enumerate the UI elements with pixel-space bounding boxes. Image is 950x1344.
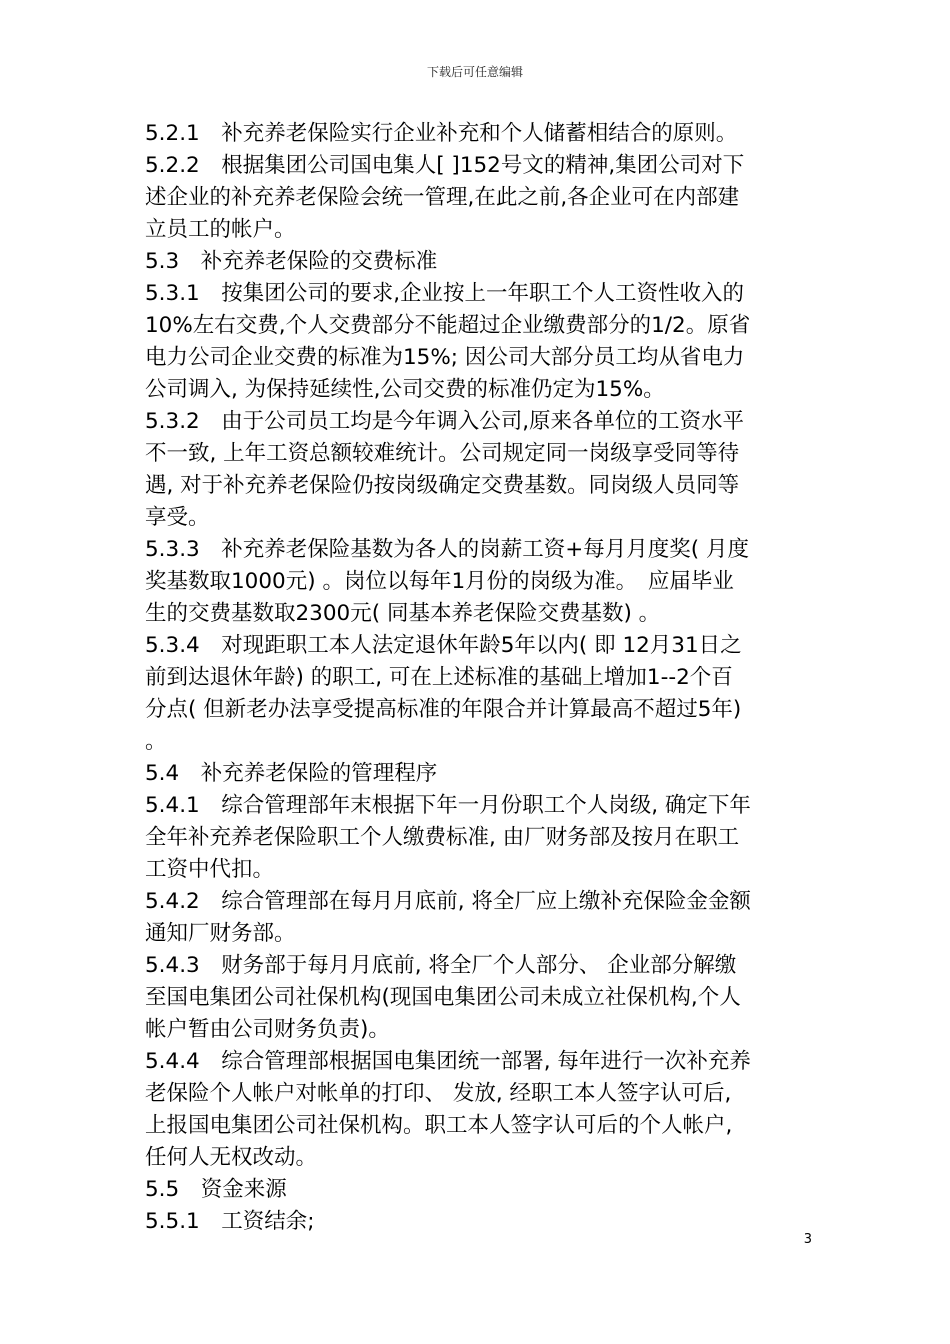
text-line: 5.4.2 综合管理部在每月月底前, 将全厂应上缴补充保险金金额	[145, 889, 751, 914]
document-body	[145, 118, 813, 1238]
text-line: 立员工的帐户。	[145, 217, 296, 242]
text-line: 电力公司企业交费的标准为15%; 因公司大部分员工均从省电力	[145, 345, 745, 370]
text-line: 5.4.4 综合管理部根据国电集团统一部署, 每年进行一次补充养	[145, 1049, 751, 1074]
text-line: 5.3.4 对现距职工本人法定退休年龄5年以内( 即 12月31日之	[145, 633, 742, 658]
text-line: 5.3.3 补充养老保险基数为各人的岗薪工资+每月月度奖( 月度	[145, 537, 749, 562]
text-line: 前到达退休年龄) 的职工, 可在上述标准的基础上增加1--2个百	[145, 665, 733, 690]
text-line: 遇, 对于补充养老保险仍按岗级确定交费基数。同岗级人员同等	[145, 473, 740, 498]
text-line: 帐户暂由公司财务负责)。	[145, 1017, 390, 1042]
text-line: 5.4.3 财务部于每月月底前, 将全厂个人部分、 企业部分解缴	[145, 953, 737, 978]
text-line: 5.2.1 补充养老保险实行企业补充和个人储蓄相结合的原则。	[145, 121, 738, 146]
text-line: 享受。	[145, 505, 210, 530]
text-line: 全年补充养老保险职工个人缴费标准, 由厂财务部及按月在职工	[145, 825, 740, 850]
text-line: 公司调入, 为保持延续性,公司交费的标准仍定为15%。	[145, 377, 665, 402]
text-line: 10%左右交费,个人交费部分不能超过企业缴费部分的1/2。原省	[145, 313, 751, 338]
text-line: 生的交费基数取2300元( 同基本养老保险交费基数) 。	[145, 601, 661, 626]
page-number: 3	[803, 1232, 812, 1247]
text-line: 5.4 补充养老保险的管理程序	[145, 761, 438, 786]
text-line: 通知厂财务部。	[145, 921, 296, 946]
text-line: 5.3.2 由于公司员工均是今年调入公司,原来各单位的工资水平	[145, 409, 745, 434]
text-line: 5.5 资金来源	[145, 1177, 287, 1202]
text-line: 5.5.1 工资结余;	[145, 1209, 315, 1234]
text-line: 5.2.2 根据集团公司国电集人[ ]152号文的精神,集团公司对下	[145, 153, 745, 178]
text-line: 不一致, 上年工资总额较难统计。公司规定同一岗级享受同等待	[145, 441, 740, 466]
text-line: 5.3 补充养老保险的交费标准	[145, 249, 438, 274]
text-line: 述企业的补充养老保险会统一管理,在此之前,各企业可在内部建	[145, 185, 740, 210]
text-line: 奖基数取1000元) 。岗位以每年1月份的岗级为准。 应届毕业	[145, 569, 734, 594]
text-line: 任何人无权改动。	[145, 1145, 318, 1170]
text-line: 5.4.1 综合管理部年末根据下年一月份职工个人岗级, 确定下年	[145, 793, 751, 818]
text-line: 工资中代扣。	[145, 857, 275, 882]
text-line: 分点( 但新老办法享受提高标准的年限合并计算最高不超过5年)	[145, 697, 742, 722]
text-line: 至国电集团公司社保机构(现国电集团公司未成立社保机构,个人	[145, 985, 741, 1010]
text-line: 。	[145, 729, 167, 754]
text-line: 上报国电集团公司社保机构。职工本人签字认可后的个人帐户,	[145, 1113, 733, 1138]
text-line: 5.3.1 按集团公司的要求,企业按上一年职工个人工资性收入的	[145, 281, 745, 306]
page-header: 下载后可任意编辑	[426, 65, 523, 79]
text-line: 老保险个人帐户对帐单的打印、 发放, 经职工本人签字认可后,	[145, 1081, 732, 1106]
